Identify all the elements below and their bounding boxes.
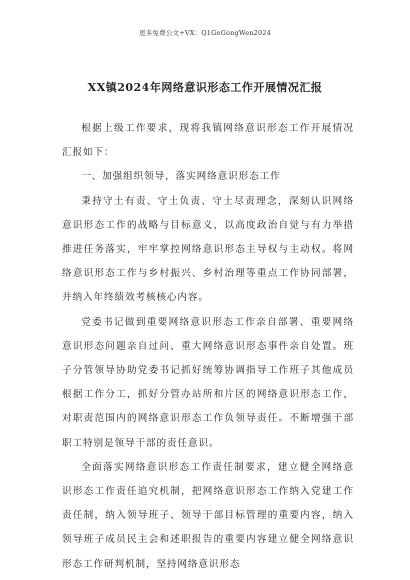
body-paragraph: 秉持守土有责、守土负责、守土尽责理念，深刻认识网络意识形态工作的战略与目标意义，以高度政治自觉与有力举措推进任务落实，牢牢掌控网络意识形态主导权与主动权。将网络意识形态工作与乡村振兴、乡村治理等重点工作协同部署，并纳入年终绩效考核核心内容。 xyxy=(62,195,354,304)
document-body xyxy=(62,117,354,577)
body-paragraph: 全面落实网络意识形态工作责任制要求，建立健全网络意识形态工作责任追究机制，把网络意识形态工作纳入党建工作责任制，纳入领导班子、领导干部目标管理的重要内容，纳入领导班子成员民主会和述职报告的重要内容建立健全网络意识形态工作研判机制，坚持网络意识形态 xyxy=(62,461,354,570)
section-heading: 一、加强组织领导，落实网络意识形态工作 xyxy=(81,171,281,183)
document-title: XX镇2024年网络意识形态工作开展情况汇报 xyxy=(87,81,323,94)
intro-paragraph: 根据上级工作要求，现将我镇网络意识形态工作开展情况汇报如下： xyxy=(62,123,354,159)
header-note: 更多免费公文+VX：Q1GeGongWen2024 xyxy=(139,29,271,37)
body-paragraph: 党委书记做到重要网络意识形态工作亲自部署、重要网络意识形态问题亲自过问、重大网络意识形态事件亲自处置。班子分管领导协助党委书记抓好统筹协调指导工作班子其他成员根据工作分工，抓好分管办站所和片区的网络意识形态工作，对职责范围内的网络意识形态工作负领导责任。不断增强干部职工特别是领导干部的责任意识。 xyxy=(62,316,354,449)
